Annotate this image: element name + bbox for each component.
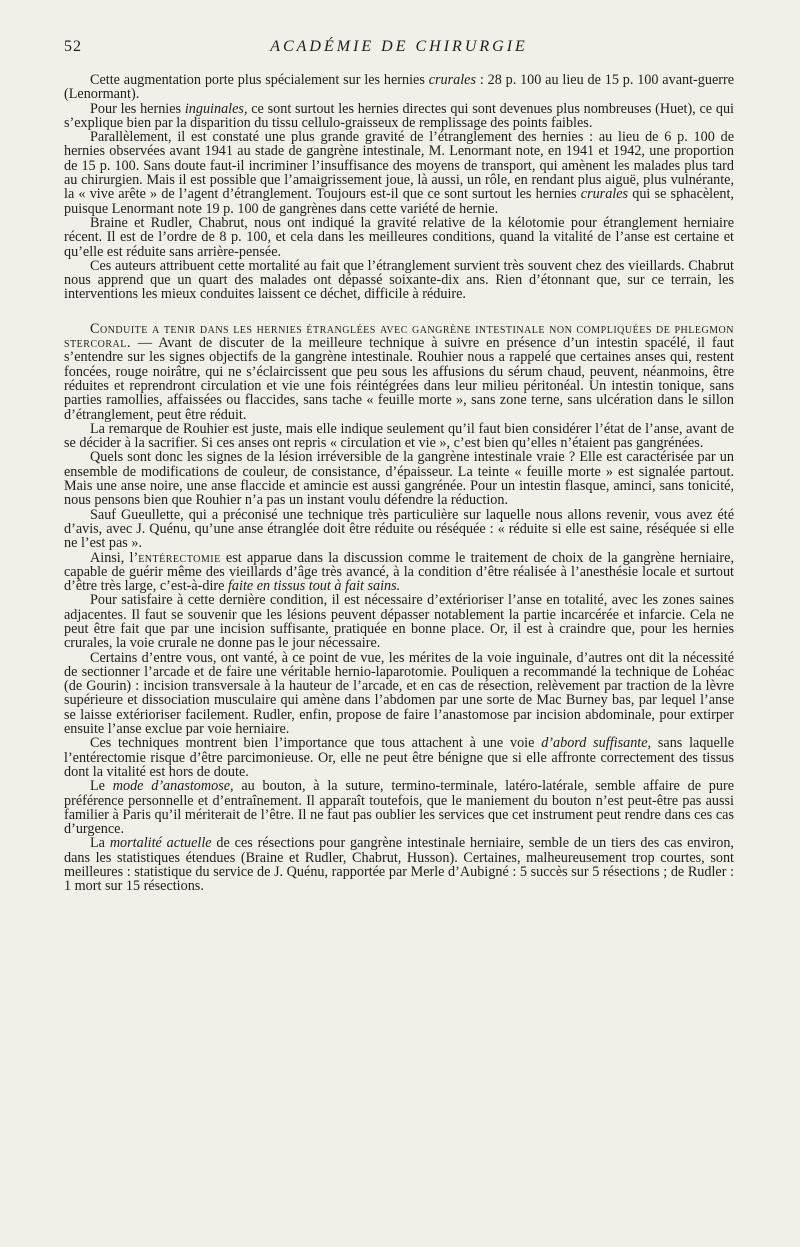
text-run: Braine et Rudler, Chabrut, nous ont indiqué la gravité relative de la kélotomie pour étranglement herniaire récent. Il est de l’ordre de 8 p. 100, et cela dans les meilleures conditions, quand la vitalité de l’anse est certaine et qu’elle est réduite sans arrière-pensée. — [64, 214, 734, 260]
paragraph — [64, 259, 734, 302]
paragraph — [64, 593, 734, 650]
text-run: au bouton, à la suture, termino-terminale, latéro-latérale, semble affaire de pure préférence personnelle et d’entraînement. Il apparaît toutefois, que le maniement du bouton n’est peut-être pas aussi familier à Paris qu’il mériterait de l’être. Il ne faut pas oublier les services que cet instrument peut rendre dans ces cas d’urgence. — [64, 778, 734, 838]
text-run: Parallèlement, il est constaté une plus grande gravité de l’étranglement des hernies : au lieu de 6 p. 100 de hernies observées avant 1941 au stade de gangrène intestinale, M. Lenormant note, en 1941 et 1942, une proportion de 15 p. 100. Sans doute faut-il incriminer l’insuffisance des moyens de transport, qui amènent les malades plus tard au chirurgien. Mais il est possible que l’amaigrissement joue, là aussi, un rôle, en rendant plus aiguë, plus vulnérante, la « vive arête » de l’agent d’étranglement. Toujours est-il que ce sont surtout les hernies — [64, 129, 734, 203]
text-run: sans laquelle l’entérectomie risque d’être parcimonieuse. Or, elle ne peut être bénigne que si elle affronte correctement des tissus dont la vitalité est hors de doute. — [64, 735, 734, 780]
text-run: ce sont surtout les hernies directes qui sont devenues plus nombreuses (Huet), ce qui s’explique bien par la disparition du tissu cellulo-graisseux de remplissage des points faibles. — [64, 100, 734, 131]
text-run: — Avant de discuter de la meilleure technique à suivre en présence d’un intestin spacélé, il faut s’entendre sur les signes objectifs de la gangrène intestinale. Rouhier nous a rappelé que certaines anses qui, restent foncées, rouge noirâtre, qui ne s’éclaircissent que peu sous les affusions du sérum chaud, peuvent, néanmoins, être réduites et reprendront circulation et vie une fois réintégrées dans leur milieu péritonéal. Un intestin tonique, sans parties ramollies, affaissées ou flaccides, sans tache « feuille morte », sans zone terne, sans ulcération dans le sillon d’étranglement, peut être réduit. — [64, 335, 734, 423]
italic-text: inguinales, — [184, 100, 248, 117]
italic-text: crurales — [428, 72, 476, 88]
paragraph — [64, 422, 734, 451]
text-run: Ainsi, l’ — [90, 549, 139, 566]
paragraph — [64, 322, 734, 422]
italic-text: faite en tissus tout à fait sains. — [227, 578, 401, 595]
italic-text: mortalité actuelle — [109, 835, 212, 852]
section-gap — [64, 302, 734, 322]
text-run: qui se sphacèlent, puisque Lenormant note 19 p. 100 de gangrènes dans cette variété de hernie. — [64, 186, 734, 217]
text-run: La — [90, 835, 110, 852]
text-run: Ces auteurs attribuent cette mortalité au fait que l’étranglement survient très souvent chez des vieillards. Chabrut nous apprend que un quart des malades ont dépassé soixante-dix ans. Rien d’étonnant que, sur ce terrain, les interventions les mieux conduites laissent ce déchet, difficile à réduire. — [64, 257, 734, 303]
text-run: Pour les hernies — [90, 100, 185, 117]
italic-text: crurales — [580, 186, 629, 203]
italic-text: d’abord suffisante, — [541, 735, 652, 752]
text-run: Certains d’entre vous, ont vanté, à ce point de vue, les mérites de la voie inguinale, d’autres ont dit la nécessité de sectionner l’arcade et de faire une véritable hernio-laparotomie. Pouliquen a recommandé la technique de Lohéac (de Gourin) : incision transversale à la hauteur de l’arcade, et en cas de résection, relèvement par traction de la lèvre supérieure et dissociation musculaire qui amène dans l’abdomen par une sorte de Mac Burney bas, par lequel l’anse se laisse extérioriser facilement. Rudler, enfin, propose de faire l’anastomose par incision abdominale, pour extirper ensuite l’anse exclue par voie herniaire. — [64, 649, 734, 738]
paragraph — [64, 779, 734, 836]
page-number: 52 — [64, 38, 82, 55]
text-run: Pour satisfaire à cette dernière condition, il est nécessaire d’extérioriser l’anse en totalité, avec les zones saines adjacentes. Il faut se souvenir que les lésions peuvent dépasser notablement la partie incarcérée et infarcie. Cela ne peut être fait que par une incision suffisante, pratiquée en bonne place. Or, il est à craindre que, pour les hernies crurales, la voie crurale ne donne pas le jour nécessaire. — [64, 592, 734, 652]
text-run: de ces résections pour gangrène intestinale herniaire, semble de un tiers des cas environ, dans les statistiques étendues (Braine et Rudler, Chabrut, Husson). Certaines, malheureusement trop courtes, sont meilleures : statistique du service de J. Quénu, rapportée par Merle d’Aubigné : 5 succès sur 5 résections ; de Rudler : 1 mort sur 15 résections. — [64, 835, 734, 895]
running-title: ACADÉMIE DE CHIRURGIE — [270, 38, 528, 55]
text-run: Le — [90, 778, 113, 795]
italic-text: mode d’anastomose, — [112, 778, 234, 795]
paragraph — [64, 508, 734, 551]
paragraph — [64, 216, 734, 259]
text-run: Quels sont donc les signes de la lésion irréversible de la gangrène intestinale vraie ? Elle est caractérisée par un ensemble de modifications de couleur, de consistance, d’épaisseur. La teinte « feuille morte » est signalée partout. Mais une anse noire, une anse flaccide et amincie est aussi gangrénée. Pour un intestin flasque, aminci, sans tonicité, nous pensons bien que Rouhier n’a pas un instant voulu défendre la réduction. — [64, 449, 734, 509]
text-run: La remarque de Rouhier est juste, mais elle indique seulement qu’il faut bien considérer l’état de l’anse, avant de se décider à la sacrifier. Si ces anses ont repris « circulation et vie », c’est bien qu’elles n’étaient pas gangrénées. — [64, 420, 734, 452]
text-run: Ces techniques montrent bien l’importance que tous attachent à une voie — [90, 735, 542, 752]
small-caps-text: entérectomie — [138, 549, 221, 566]
article-body — [64, 73, 734, 894]
paragraph — [64, 102, 734, 131]
paragraph — [64, 130, 734, 216]
paragraph — [64, 450, 734, 507]
text-run: : 28 p. 100 au lieu de 15 p. 100 avant-guerre (Lenormant). — [64, 72, 734, 103]
paragraph — [64, 551, 734, 594]
text-run: Cette augmentation porte plus spécialement sur les hernies — [90, 72, 429, 88]
paragraph — [64, 836, 734, 893]
text-run: est apparue dans la discussion comme le traitement de choix de la gangrène herniaire, capable de guérir même des vieillards d’âge très avancé, à la condition d’être réalisée à l’anesthésie locale et surtout d’être très large, c’est-à-dire — [64, 549, 734, 595]
paragraph — [64, 736, 734, 779]
text-run: Sauf Gueullette, qui a préconisé une technique très particulière sur laquelle nous allons revenir, vous avez été d’avis, avec J. Quénu, qu’une anse étranglée doit être réduite ou réséquée : « réduite si elle est saine, réséquée si elle ne l’est pas ». — [64, 506, 734, 552]
paragraph — [64, 651, 734, 737]
paragraph — [64, 73, 734, 102]
page-header — [64, 38, 734, 62]
small-caps-text: Conduite a tenir dans les hernies étranglées avec gangrène intestinale non compliquées de phlegmon stercoral. — [64, 320, 734, 352]
